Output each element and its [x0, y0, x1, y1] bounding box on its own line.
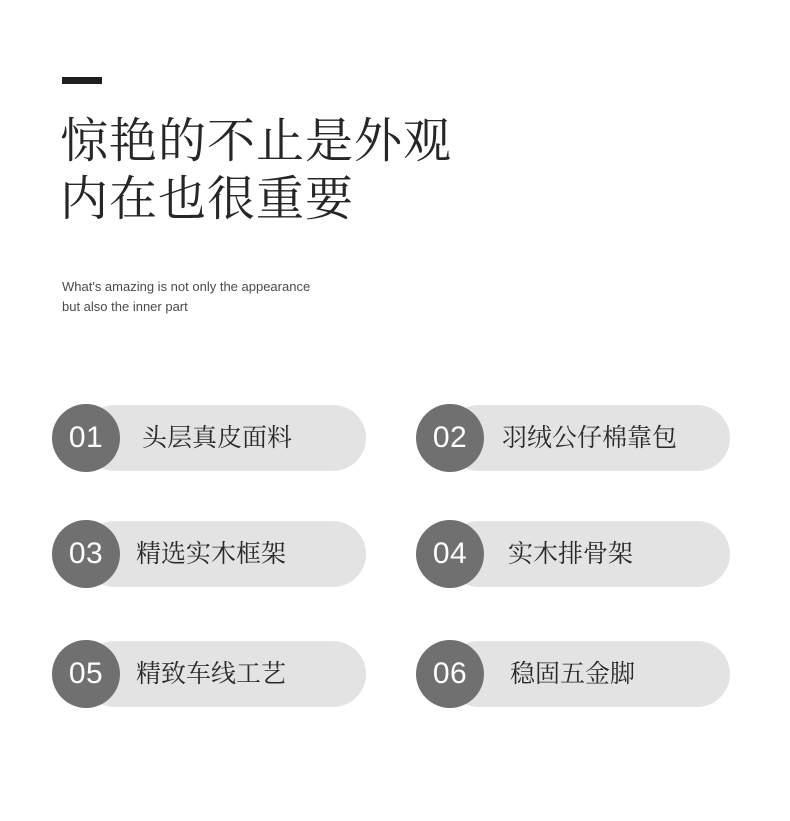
feature-label: 头层真皮面料	[142, 423, 293, 452]
feature-label: 精选实木框架	[136, 539, 287, 568]
headline-line-1: 惊艳的不止是外观	[60, 113, 453, 169]
subheadline-line-1: What's amazing is not only the appearance	[62, 279, 311, 294]
headline-line-2: 内在也很重要	[60, 171, 355, 227]
feature-item	[52, 404, 366, 472]
feature-number-badge: 03	[52, 520, 120, 588]
feature-item	[416, 404, 730, 472]
feature-label: 稳固五金脚	[510, 659, 636, 688]
feature-item	[416, 520, 730, 588]
feature-number-badge: 02	[416, 404, 484, 472]
feature-item	[52, 640, 366, 708]
feature-number-badge: 06	[416, 640, 484, 708]
feature-number-badge: 04	[416, 520, 484, 588]
feature-label: 精致车线工艺	[136, 659, 287, 688]
feature-number-badge: 05	[52, 640, 120, 708]
feature-item	[52, 520, 366, 588]
feature-label: 羽绒公仔棉靠包	[502, 423, 678, 452]
feature-label: 实木排骨架	[508, 539, 634, 568]
feature-item	[416, 640, 730, 708]
subheadline-line-2: but also the inner part	[62, 299, 188, 314]
feature-number-badge: 01	[52, 404, 120, 472]
